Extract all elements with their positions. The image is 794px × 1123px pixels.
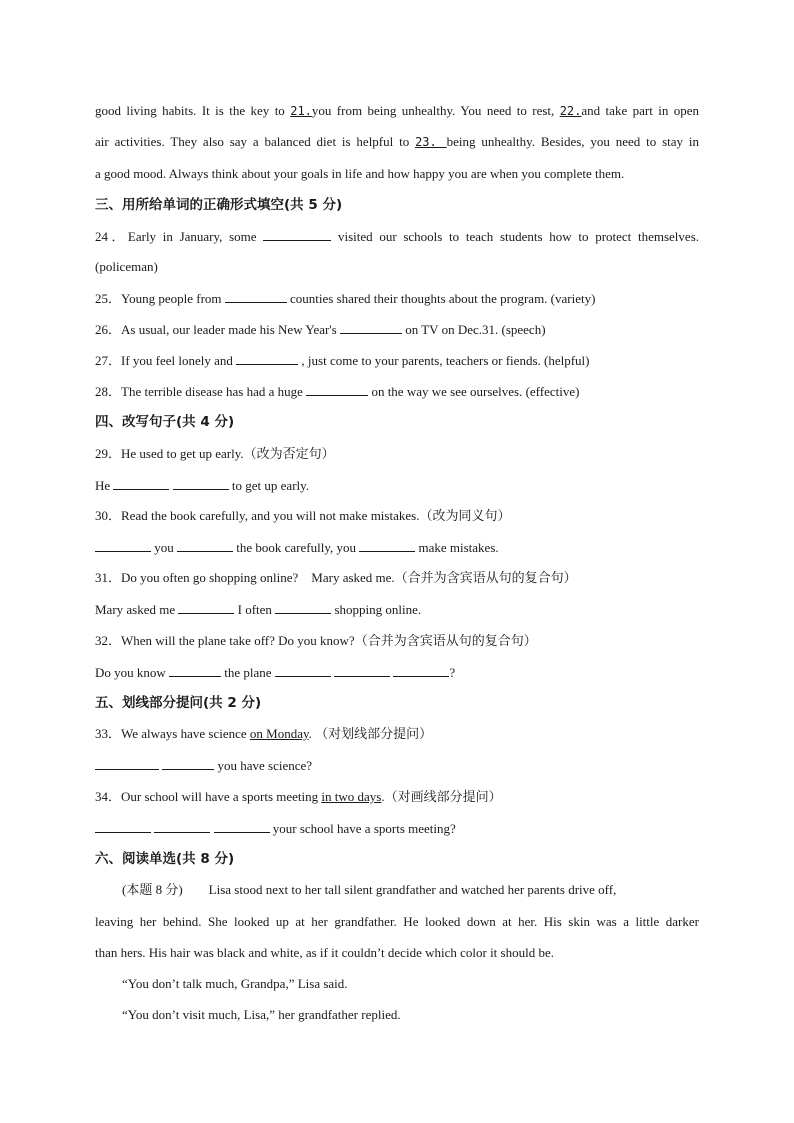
passage-text: and take part in open: [581, 103, 700, 118]
reading-paragraph-line: than hers. His hair was black and white, as if it couldn’t decide which color it should be.: [95, 945, 554, 960]
question-text: on TV on Dec.31. (speech): [405, 322, 546, 337]
section-3-title: 三、用所给单词的正确形式填空(共 5 分): [95, 197, 343, 213]
answer-blank[interactable]: [177, 539, 233, 552]
question-32: 32．When will the plane take off? Do you know?（合并为含宾语从句的复合句）: [95, 633, 537, 648]
passage-text: being unhealthy. Besides, you need to stay in: [446, 134, 700, 149]
passage-line-2: [95, 134, 699, 150]
answer-blank[interactable]: [154, 820, 210, 833]
question-text: shopping online.: [334, 602, 422, 617]
answer-blank[interactable]: [263, 228, 331, 241]
question-text: the book carefully, you: [236, 540, 356, 555]
question-text: the plane: [224, 665, 272, 680]
question-29-answer: [95, 477, 699, 494]
answer-blank[interactable]: [113, 477, 169, 490]
question-text: 27．If you feel lonely and: [95, 353, 233, 368]
answer-blank[interactable]: [178, 601, 234, 614]
answer-blank[interactable]: [95, 757, 159, 770]
section-4-title: 四、改写句子(共 4 分): [95, 414, 235, 430]
question-33-answer: [95, 757, 699, 774]
passage-text: good living habits. It is the key to: [95, 103, 291, 118]
question-text: visited our schools to teach students how to protect themselves.: [337, 229, 700, 244]
answer-blank[interactable]: [95, 539, 151, 552]
question-28: [95, 383, 699, 400]
passage-text: you from being unhealthy. You need to rest,: [311, 103, 560, 118]
question-text: make mistakes.: [418, 540, 499, 555]
answer-blank[interactable]: [162, 757, 214, 770]
question-32-answer: [95, 664, 699, 681]
answer-blank[interactable]: [95, 820, 151, 833]
underlined-phrase: on Monday: [249, 726, 309, 741]
question-31: [95, 570, 699, 586]
question-text: , just come to your parents, teachers or fiends. (helpful): [301, 353, 590, 368]
question-text: Mary asked me: [95, 602, 176, 617]
question-30: 30．Read the book carefully, and you will not make mistakes.（改为同义句）: [95, 508, 511, 523]
question-34-answer: [95, 820, 699, 837]
question-24: [95, 228, 699, 245]
question-text: 31．Do you often go shopping online?: [95, 570, 299, 585]
answer-blank[interactable]: [236, 352, 298, 365]
question-text: 34．Our school will have a sports meeting: [95, 789, 322, 804]
reading-paragraph-line: “You don’t visit much, Lisa,” her grandfather replied.: [122, 1007, 401, 1022]
question-text: 25．Young people from: [95, 291, 222, 306]
reading-text: Lisa stood next to her tall silent grandfather and watched her parents drive off,: [208, 882, 617, 897]
question-text: your school have a sports meeting?: [272, 821, 456, 836]
section-6-title: 六、阅读单选(共 8 分): [95, 851, 235, 867]
passage-line-3: a good mood. Always think about your goals in life and how happy you are when you complete them.: [95, 166, 625, 181]
question-29: 29．He used to get up early.（改为否定句）: [95, 446, 335, 461]
answer-blank[interactable]: [275, 601, 331, 614]
question-text: Mary asked me.（合并为含宾语从句的复合句）: [311, 570, 577, 585]
answer-blank[interactable]: [275, 664, 331, 677]
answer-blank[interactable]: [340, 321, 402, 334]
question-26: [95, 321, 699, 338]
question-text: Do you know: [95, 665, 166, 680]
question-text: 33．We always have science: [95, 726, 250, 741]
blank-23: 23.: [415, 135, 447, 149]
answer-blank[interactable]: [225, 290, 287, 303]
blank-21: 21.: [290, 104, 312, 118]
question-25: [95, 290, 699, 307]
question-text: ?: [449, 665, 456, 680]
question-text: counties shared their thoughts about the program. (variety): [290, 291, 596, 306]
section-5-title: 五、划线部分提问(共 2 分): [95, 695, 262, 711]
answer-blank[interactable]: [306, 383, 368, 396]
underlined-phrase: in two days: [321, 789, 382, 804]
question-text: I often: [237, 602, 272, 617]
answer-blank[interactable]: [169, 664, 221, 677]
reading-paragraph-line: [122, 882, 699, 898]
passage-line-1: [95, 103, 699, 119]
reading-paragraph-line: leaving her behind. She looked up at her grandfather. He looked down at her. His skin was a little darker: [95, 914, 699, 929]
question-text: on the way we see ourselves. (effective): [371, 384, 580, 399]
answer-blank[interactable]: [334, 664, 390, 677]
question-text: .（对画线部分提问）: [381, 789, 502, 804]
blank-22: 22.: [559, 104, 582, 118]
question-24-hint: (policeman): [95, 259, 158, 274]
question-text: . （对划线部分提问）: [308, 726, 433, 741]
question-text: to get up early.: [231, 478, 310, 493]
question-text: you: [154, 540, 174, 555]
question-text: 24．Early in January, some: [95, 229, 257, 244]
reading-paragraph-line: “You don’t talk much, Grandpa,” Lisa said.: [122, 976, 348, 991]
answer-blank[interactable]: [393, 664, 449, 677]
question-33: [95, 726, 699, 742]
question-34: [95, 789, 699, 805]
answer-blank[interactable]: [214, 820, 270, 833]
question-text: He: [95, 478, 111, 493]
question-text: you have science?: [217, 758, 313, 773]
question-31-answer: [95, 601, 699, 618]
question-text: 26．As usual, our leader made his New Year's: [95, 322, 337, 337]
question-text: 28．The terrible disease has had a huge: [95, 384, 303, 399]
question-score-note: (本题 8 分): [122, 882, 183, 897]
question-30-answer: [95, 539, 699, 556]
passage-text: air activities. They also say a balanced diet is helpful to: [95, 134, 416, 149]
answer-blank[interactable]: [173, 477, 229, 490]
answer-blank[interactable]: [359, 539, 415, 552]
question-27: [95, 352, 699, 369]
